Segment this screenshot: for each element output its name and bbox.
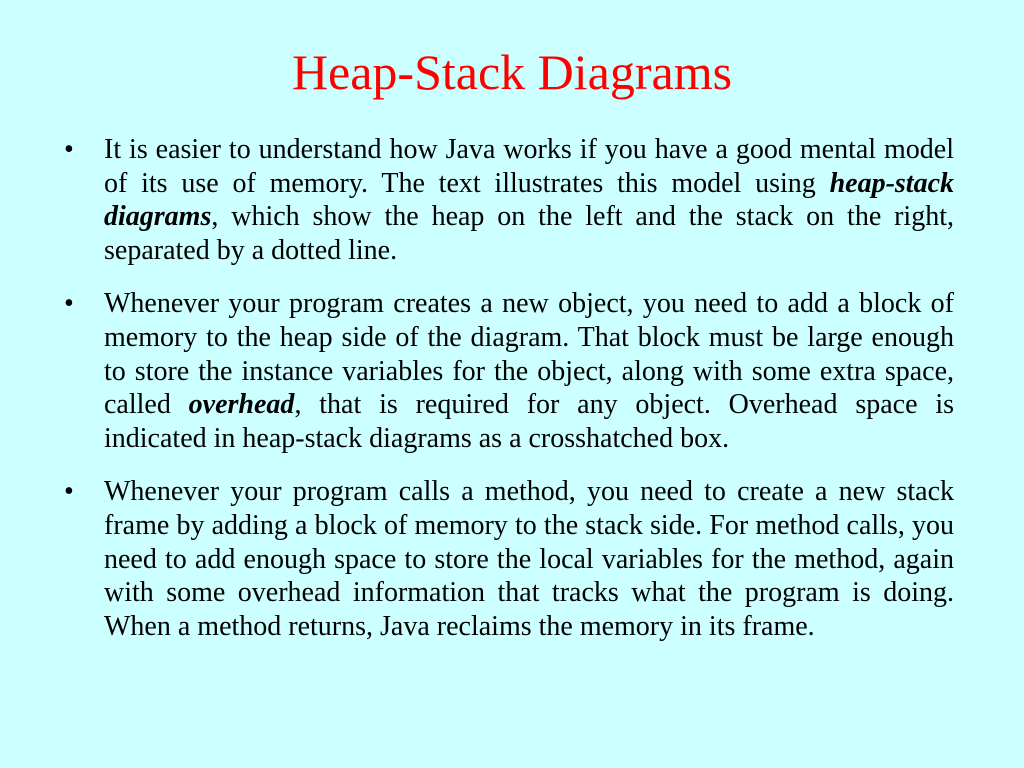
- bullet-marker: •: [64, 288, 74, 320]
- bullet-list: [60, 133, 954, 663]
- slide-title: Heap-Stack Diagrams: [291, 44, 733, 100]
- bullet-text-intro: It is easier to understand how Java works if you have a good mental model of its use of memory. The text illustrates this model using: [104, 134, 954, 199]
- bullet-text-outro: , that is required for any object. Overhead space is indicated in heap-stack diagrams as a crosshatched box.: [104, 389, 954, 454]
- bullet-marker: •: [64, 476, 74, 508]
- bullet-text: Whenever your program calls a method, you need to create a new stack frame by adding a block of memory to the stack side. For method calls, you need to add enough space to store the local variables for the method, again with some overhead information that tracks what the program is doing. When a method returns, Java reclaims the memory in its frame.: [104, 476, 954, 642]
- term-heap-stack-diagrams: heap-stack diagrams: [104, 167, 954, 233]
- term-overhead: overhead: [188, 389, 295, 421]
- bullet-item-java-memory-model: [60, 133, 954, 267]
- bullet-item-method-call: [60, 475, 954, 643]
- bullet-text-intro: Whenever your program creates a new object, you need to add a block of memory to the heap side of the diagram. That block must be large enough to store the instance variables for the object, along with some extra space, called: [104, 288, 954, 421]
- bullet-item-new-object: [60, 287, 954, 455]
- bullet-marker: •: [64, 134, 74, 165]
- bullet-text-outro: , which show the heap on the left and the stack on the right, separated by a dotted line.: [104, 201, 954, 266]
